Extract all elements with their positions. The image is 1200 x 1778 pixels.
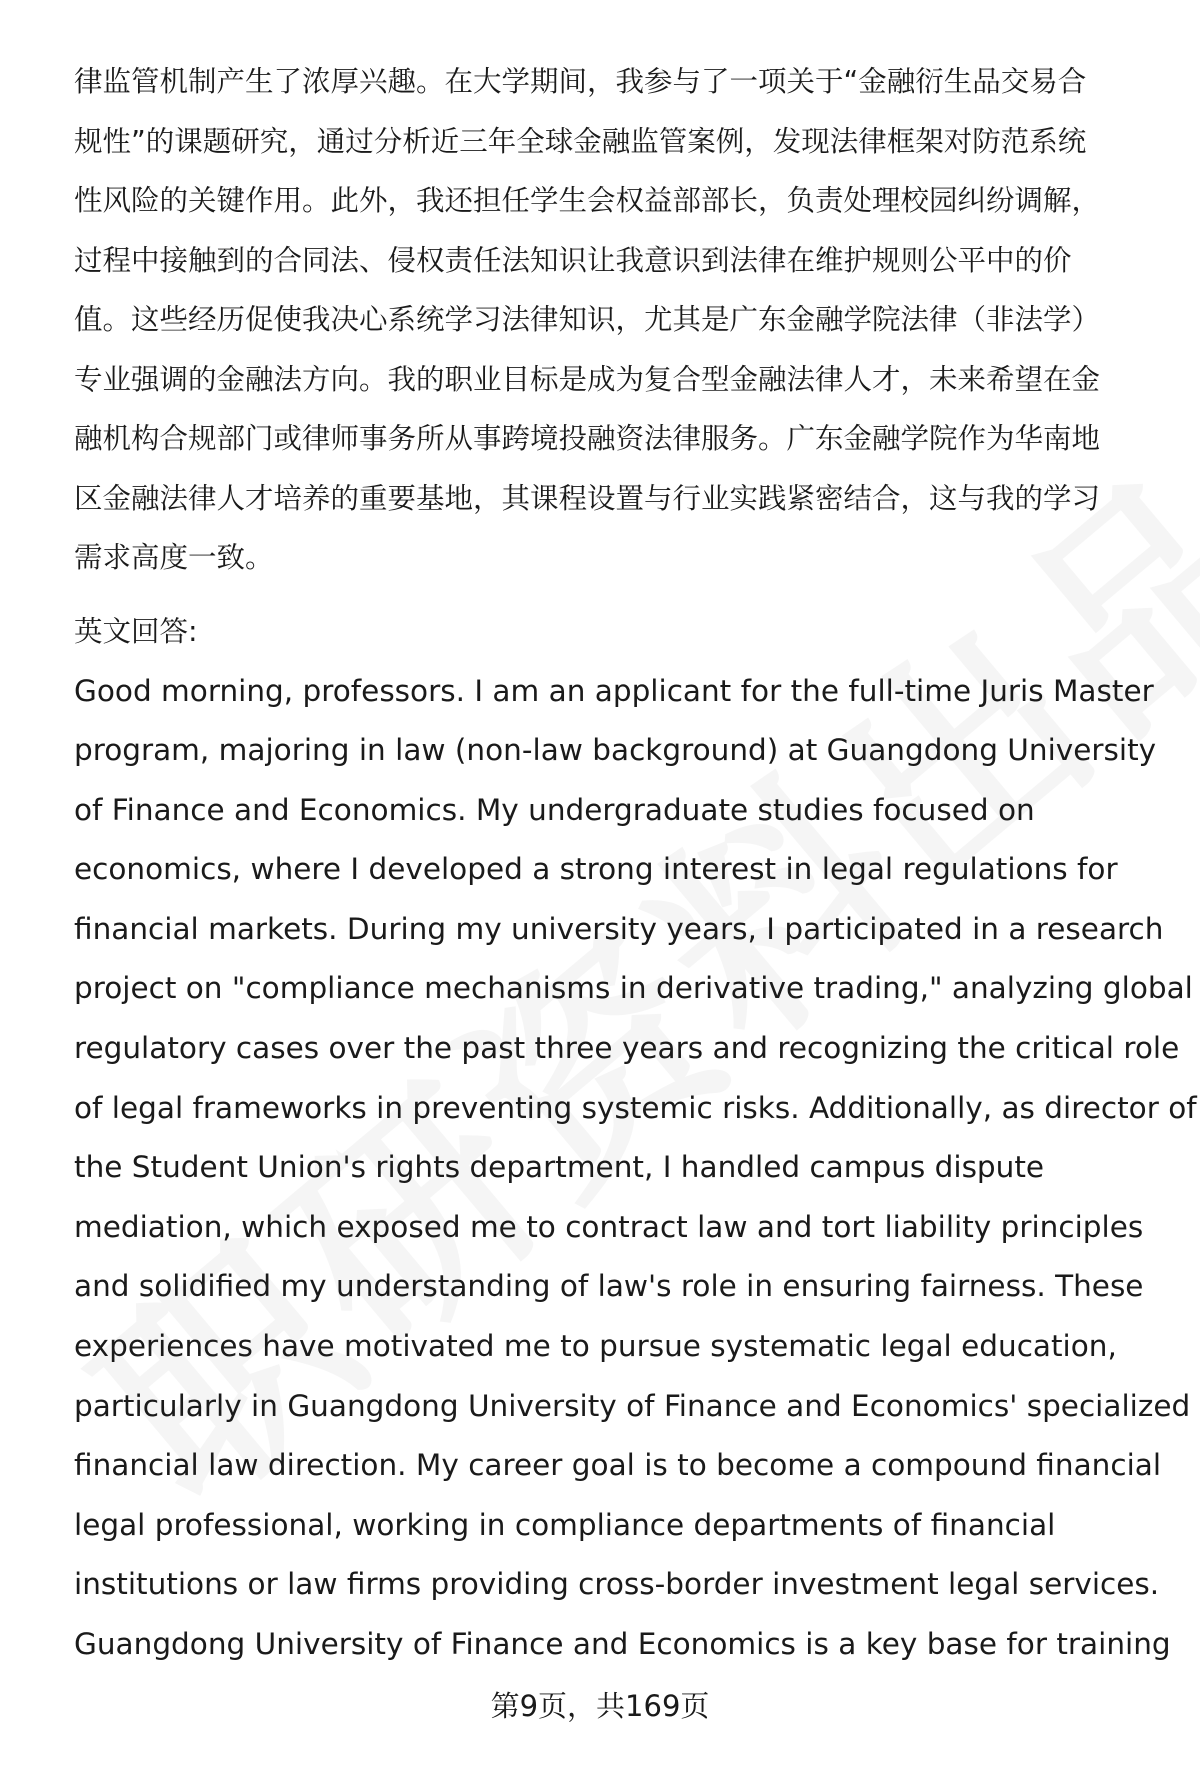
page-number-footer: 第9页，共169页 — [490, 1689, 710, 1723]
english-line: financial markets. During my university years, I participated in a research — [74, 911, 1164, 946]
chinese-line: 区金融法律人才培养的重要基地，其课程设置与行业实践紧密结合，这与我的学习 — [74, 481, 1101, 515]
english-line: of legal frameworks in preventing systemic risks. Additionally, as director of — [74, 1090, 1197, 1125]
english-line: program, majoring in law (non-law background) at Guangdong University — [74, 733, 1157, 768]
chinese-line: 需求高度一致。 — [74, 541, 274, 574]
english-line: of Finance and Economics. My undergraduate studies focused on — [74, 792, 1035, 827]
english-line: economics, where I developed a strong interest in legal regulations for — [74, 852, 1118, 887]
english-line: project on "compliance mechanisms in derivative trading," analyzing global — [74, 971, 1193, 1006]
english-line: Good morning, professors. I am an applicant for the full-time Juris Master — [74, 673, 1154, 708]
chinese-line: 过程中接触到的合同法、侵权责任法知识让我意识到法律在维护规则公平中的价 — [74, 243, 1072, 277]
chinese-line: 规性”的课题研究，通过分析近三年全球金融监管案例，发现法律框架对防范系统 — [74, 124, 1087, 158]
chinese-answer-paragraph — [74, 52, 1154, 588]
chinese-line: 融机构合规部门或律师事务所从事跨境投融资法律服务。广东金融学院作为华南地 — [74, 422, 1101, 455]
chinese-line: 性风险的关键作用。此外，我还担任学生会权益部部长，负责处理校园纠纷调解， — [74, 184, 1101, 217]
english-line: and solidified my understanding of law's role in ensuring fairness. These — [74, 1269, 1144, 1304]
english-line: institutions or law firms providing cross-border investment legal services. — [74, 1567, 1160, 1602]
english-line: the Student Union's rights department, I handled campus dispute — [74, 1150, 1045, 1185]
english-line: regulatory cases over the past three years and recognizing the critical role — [74, 1031, 1180, 1066]
english-line: legal professional, working in compliance departments of financial — [74, 1507, 1056, 1542]
english-answer-label: 英文回答: — [74, 614, 198, 648]
english-answer-paragraph — [74, 662, 1197, 1675]
chinese-line: 律监管机制产生了浓厚兴趣。在大学期间，我参与了一项关于“金融衍生品交易合 — [74, 65, 1087, 98]
english-line: mediation, which exposed me to contract law and tort liability principles — [74, 1209, 1144, 1244]
chinese-line: 专业强调的金融法方向。我的职业目标是成为复合型金融法律人才，未来希望在金 — [74, 362, 1101, 396]
document-page — [74, 52, 1197, 1675]
english-line: experiences have motivated me to pursue systematic legal education, — [74, 1329, 1117, 1364]
chinese-line: 值。这些经历促使我决心系统学习法律知识，尤其是广东金融学院法律（非法学） — [74, 303, 1101, 336]
english-line: financial law direction. My career goal is to become a compound financial — [74, 1448, 1162, 1483]
english-line: Guangdong University of Finance and Economics is a key base for training — [74, 1627, 1171, 1661]
english-line: particularly in Guangdong University of Finance and Economics' specialized — [74, 1388, 1191, 1423]
